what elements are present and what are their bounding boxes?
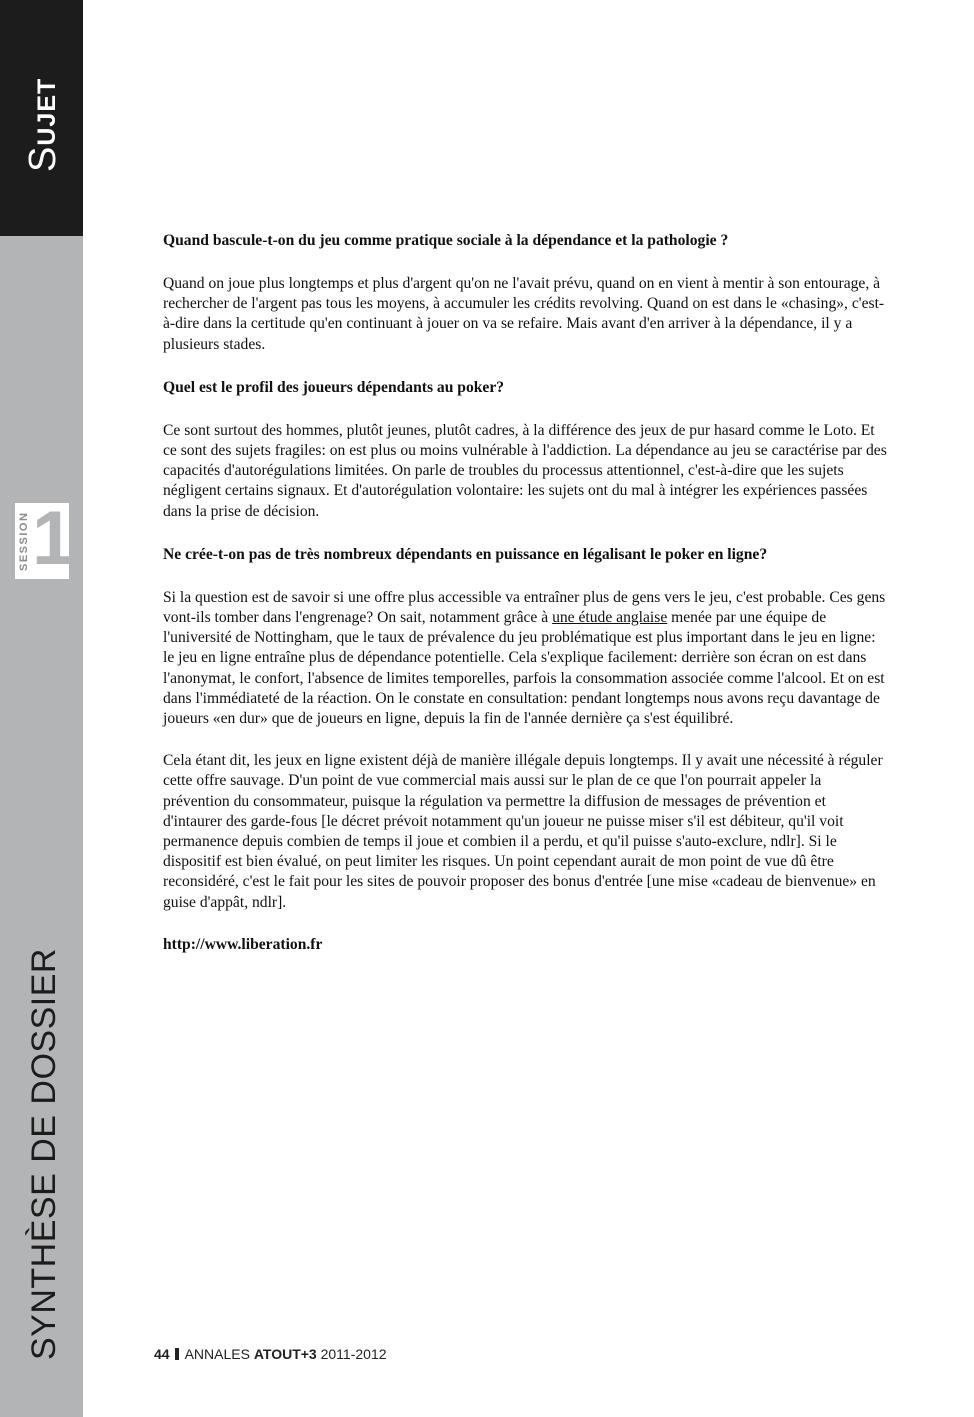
answer-3 <box>163 588 887 729</box>
footer-brand: ATOUT+3 <box>253 1346 317 1362</box>
question-1: Quand bascule-t-on du jeu comme pratique sociale à la dépendance et la pathologie ? <box>163 232 729 249</box>
footer-years: 2011-2012 <box>320 1346 387 1362</box>
section-label-initial: S <box>22 145 64 172</box>
sidebar-header-block <box>0 0 83 236</box>
answer-1: Quand on joue plus longtemps et plus d'argent qu'on ne l'avait prévu, quand on en vient à mentir à son entourage, à rechercher de l'argent pas tous les moyens, à accumuler les crédits revolving. Quand on est dans le «chasing», c'est-à-dire dans la certitude qu'en continuant à jouer on va se refaire. Mais avant d'en arriver à la dépendance, il y a plusieurs stades. <box>163 275 885 353</box>
study-link[interactable]: une étude anglaise <box>552 609 668 627</box>
answer-3-text-b: menée par une équipe de l'université de Nottingham, que le taux de prévalence du jeu problématique est plus important dans le jeu en ligne: le jeu en ligne entraîne plus de dépendance potentielle. Cela s'explique facilement: derrière son écran on est dans l'anonymat, le confort, l'absence de limites temporelles, parfois la consommation associée comme l'alcool. Et on est dans l'immédiateté de la réaction. On le constate en consultation: pendant longtemps nous avons reçu davantage de joueurs «en dur» que de joueurs en ligne, depuis la fin de l'année dernière ça s'est équilibré. <box>163 609 885 728</box>
section-label <box>21 0 65 172</box>
answer-4: Cela étant dit, les jeux en ligne existent déjà de manière illégale depuis longtemps. Il y avait une nécessité à réguler cette offre sauvage. D'un point de vue commercial mais aussi sur le plan de ce que l'on pourrait appeler la prévention du consommateur, puisque la régulation va permettre la diffusion de messages de prévention et d'intaurer des garde-fous [le décret prévoit notamment qu'un joueur ne puisse miser s'il est débiteur, qu'il voit permanence depuis combien de temps il joue et combien il a perdu, et qu'il puisse s'auto-exclure, ndlr]. Si le dispositif est bien évalué, on peut limiter les risques. Un point cependant aurait de mon point de vue dû être reconsidéré, c'est le fait pour les sites de pouvoir proposer des bonus d'entrée [une mise «cadeau de bienvenue» en guise d'appât, ndlr]. <box>163 752 883 911</box>
page-number: 44 <box>154 1346 170 1362</box>
answer-3-text-a: Si la question est de savoir si une offre plus accessible va entraîner plus de gens vers le jeu, c'est probable. Ces gens vont-ils tomber dans l'engrenage? On sait, notamment grâce à <box>163 588 886 627</box>
source-url[interactable]: http://www.liberation.fr <box>163 935 323 953</box>
session-number: 1 <box>32 496 75 581</box>
question-3: Ne crée-t-on pas de très nombreux dépendants en puissance en légalisant le poker en ligne? <box>163 545 768 563</box>
question-2: Quel est le profil des joueurs dépendants au poker? <box>163 378 505 396</box>
vertical-title: SYNTHÈSE DE DOSSIER <box>25 948 63 1360</box>
article <box>163 230 887 977</box>
answer-2: Ce sont surtout des hommes, plutôt jeunes, plutôt cadres, à la différence des jeux de pur hasard comme le Loto. Et ce sont des sujets fragiles: on est plus ou moins vulnérable à l'addiction. La dépendance au jeu se caractérise par des capacités d'autorégulations limitées. On parle de troubles du processus attentionnel, c'est-à-dire que les sujets négligent certains signaux. Et d'autorégulation volontaire: les sujets ont du mal à intégrer les expériences passées dans la prise de décision. <box>163 421 887 520</box>
section-label-rest: UJET <box>33 77 61 146</box>
footer-separator <box>175 1348 179 1360</box>
page-footer <box>154 1345 387 1363</box>
session-word: SESSION <box>18 511 30 571</box>
footer-label: ANNALES <box>184 1346 250 1362</box>
sidebar <box>0 0 83 1417</box>
